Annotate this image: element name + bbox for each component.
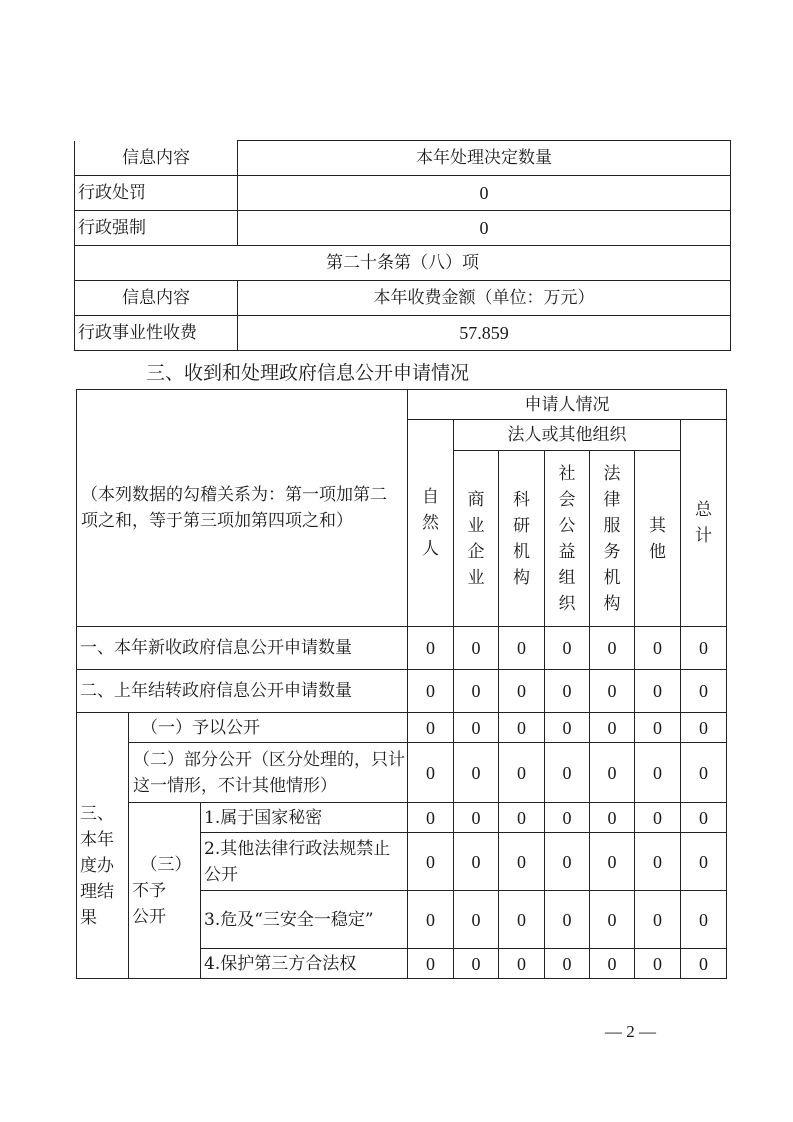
- cell-value: 0: [590, 743, 635, 803]
- cell-value: 0: [681, 949, 727, 979]
- cell-value: 0: [681, 833, 727, 891]
- cell-value: 0: [545, 949, 590, 979]
- cell-value: 0: [408, 833, 454, 891]
- row-label: 4.保护第三方合法权: [201, 949, 408, 979]
- page-number: — 2 —: [605, 1022, 656, 1041]
- section-title: 第二十条第（八）项: [75, 246, 731, 281]
- section-heading: 三、收到和处理政府信息公开申请情况: [146, 362, 470, 384]
- application-table: [76, 389, 727, 979]
- cell-value: 0: [408, 713, 454, 743]
- cell-value: 0: [590, 803, 635, 833]
- cell-value: 0: [681, 713, 727, 743]
- cell-value: 0: [454, 627, 499, 670]
- row-label: （一）予以公开: [129, 713, 408, 743]
- cell-value: 0: [545, 743, 590, 803]
- cell-value: 0: [590, 833, 635, 891]
- cell-value: 0: [408, 670, 454, 713]
- table-row: [75, 176, 731, 211]
- cell-value: 0: [499, 833, 545, 891]
- cell-value: 0: [635, 713, 681, 743]
- cell-value: 0: [499, 891, 545, 949]
- table-row: [75, 316, 731, 351]
- cell-value: 0: [545, 627, 590, 670]
- header-info-content: 信息内容: [75, 141, 238, 176]
- cell-value: 0: [499, 803, 545, 833]
- row-label: 行政处罚: [75, 176, 238, 211]
- table-row: [75, 211, 731, 246]
- cell-value: 0: [635, 891, 681, 949]
- col-other: 其 他: [635, 451, 681, 627]
- row-label: 二、上年结转政府信息公开申请数量: [77, 670, 408, 713]
- cell-value: 0: [454, 670, 499, 713]
- cell-value: 0: [545, 713, 590, 743]
- header-info-content: 信息内容: [75, 281, 238, 316]
- cell-value: 0: [545, 891, 590, 949]
- cell-value: 0: [681, 743, 727, 803]
- table-row: [77, 743, 727, 803]
- cell-value: 0: [545, 803, 590, 833]
- cell-value: 0: [681, 803, 727, 833]
- group-not-disclosed: （三） 不予 公开: [129, 803, 201, 979]
- row-label: 一、本年新收政府信息公开申请数量: [77, 627, 408, 670]
- cell-value: 0: [408, 803, 454, 833]
- table-header-row: [75, 141, 731, 176]
- cell-value: 0: [590, 949, 635, 979]
- cell-value: 0: [454, 713, 499, 743]
- legal-group-header: 法人或其他组织: [454, 420, 681, 451]
- cell-value: 0: [408, 627, 454, 670]
- cell-value: 0: [454, 891, 499, 949]
- row-value: 0: [238, 176, 731, 211]
- cell-value: 0: [499, 713, 545, 743]
- row-label: 行政强制: [75, 211, 238, 246]
- header-decision-count: 本年处理决定数量: [238, 141, 731, 176]
- cell-value: 0: [408, 949, 454, 979]
- cell-value: 0: [635, 743, 681, 803]
- col-business: 商 业 企 业: [454, 451, 499, 627]
- header-fee-amount: 本年收费金额（单位：万元）: [238, 281, 731, 316]
- row-label: 1.属于国家秘密: [201, 803, 408, 833]
- cell-value: 0: [408, 891, 454, 949]
- row-label: 行政事业性收费: [75, 316, 238, 351]
- cell-value: 0: [408, 743, 454, 803]
- row-label: （二）部分公开（区分处理的，只计这一情形，不计其他情形）: [129, 743, 408, 803]
- group-annual-result: 三、 本年 度办 理结 果: [77, 713, 129, 979]
- cell-value: 0: [635, 833, 681, 891]
- cell-value: 0: [681, 627, 727, 670]
- cell-value: 0: [590, 670, 635, 713]
- cell-value: 0: [590, 627, 635, 670]
- cell-value: 0: [454, 949, 499, 979]
- row-label: 3.危及“三安全一稳定”: [201, 891, 408, 949]
- cell-value: 0: [499, 627, 545, 670]
- table-row: [77, 803, 727, 833]
- cell-value: 0: [635, 670, 681, 713]
- row-label: 2.其他法律行政法规禁止公开: [201, 833, 408, 891]
- table-header-row: [75, 281, 731, 316]
- cell-value: 0: [499, 670, 545, 713]
- corner-note: （本列数据的勾稽关系为：第一项加第二项之和，等于第三项加第四项之和）: [77, 390, 408, 627]
- col-natural-person: 自 然 人: [408, 420, 454, 627]
- cell-value: 0: [635, 803, 681, 833]
- table-row: [77, 627, 727, 670]
- cell-value: 0: [635, 627, 681, 670]
- table-row: [77, 670, 727, 713]
- cell-value: 0: [590, 713, 635, 743]
- cell-value: 0: [590, 891, 635, 949]
- cell-value: 0: [545, 833, 590, 891]
- cell-value: 0: [681, 670, 727, 713]
- cell-value: 0: [499, 743, 545, 803]
- cell-value: 0: [681, 891, 727, 949]
- col-social: 社 会 公 益 组 织: [545, 451, 590, 627]
- cell-value: 0: [499, 949, 545, 979]
- col-research: 科 研 机 构: [499, 451, 545, 627]
- cell-value: 0: [454, 743, 499, 803]
- cell-value: 0: [454, 803, 499, 833]
- row-value: 0: [238, 211, 731, 246]
- decision-fee-table: [74, 140, 731, 351]
- row-value: 57.859: [238, 316, 731, 351]
- cell-value: 0: [635, 949, 681, 979]
- cell-value: 0: [545, 670, 590, 713]
- table-row: [77, 713, 727, 743]
- col-total: 总 计: [681, 420, 727, 627]
- section-title-row: [75, 246, 731, 281]
- cell-value: 0: [454, 833, 499, 891]
- col-legal-service: 法 律 服 务 机 构: [590, 451, 635, 627]
- applicant-header: 申请人情况: [408, 390, 727, 420]
